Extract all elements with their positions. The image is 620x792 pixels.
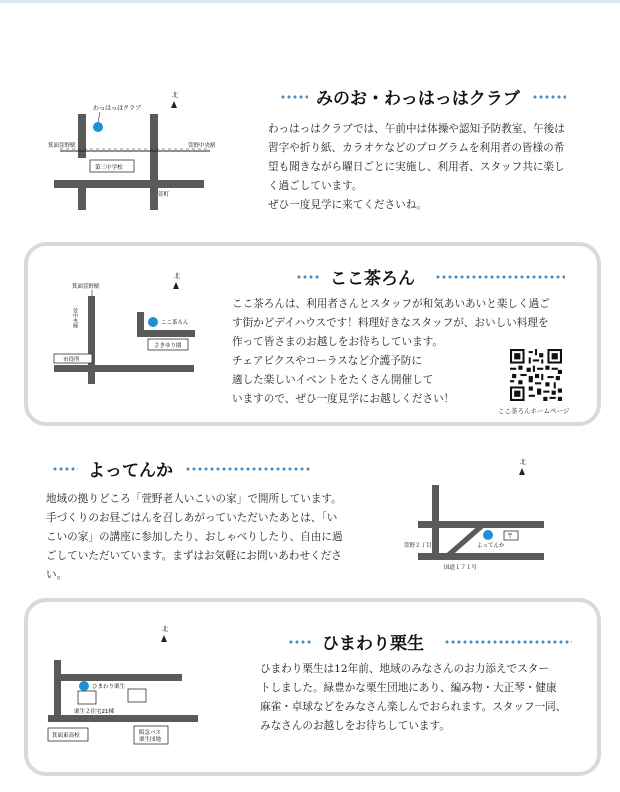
road (54, 180, 204, 188)
text-line: チェアビクスやコーラスなど介護予防に (232, 355, 422, 367)
location-pin-icon (148, 317, 158, 327)
north-label: 北 (520, 459, 527, 466)
bus-label: 阪急バス (139, 730, 162, 736)
station-label: 箕面萱野駅 (72, 284, 100, 290)
section-title-text: ここ茶ろん (330, 269, 415, 289)
bus-stop-label: 栗生団地 (139, 737, 162, 743)
text-line: 手づくりのお昼ごはんを召しあがっていただいたあとは、「い (46, 512, 338, 524)
building (128, 689, 146, 702)
text-line: す街かどデイハウスです！料理好きなスタッフが、おいしい料理を (232, 317, 549, 329)
text-line: 習字や折り紙、カラオケなどのプログラムを利用者の皆様の希 (268, 142, 565, 154)
title-dots-right (185, 467, 311, 471)
title-dots-left (280, 95, 308, 99)
text-line: 作って皆さまのお越しをお待ちしています。 (232, 336, 444, 348)
section-title (52, 456, 311, 481)
building-label: さきゆり園 (154, 343, 182, 349)
north-arrow-icon (171, 101, 177, 108)
school-label: 第三中学校 (95, 165, 123, 171)
section-title-text: みのお・わっはっはクラブ (316, 89, 520, 109)
text-line: みなさんのお越しをお待ちしています。 (260, 720, 450, 732)
road (54, 660, 61, 720)
title-dots-left (52, 467, 78, 471)
text-line: わっはっはクラブでは、午前中は体操や認知予防教室、午後は (268, 123, 565, 135)
text-line: く過ごしています。 (268, 180, 363, 192)
leader-line (98, 112, 100, 122)
title-dots-right (444, 640, 572, 644)
station-left-label: 箕面萱野駅 (48, 143, 76, 149)
block-label: 栗生２住宅21棟 (74, 709, 114, 715)
title-dots-right (435, 275, 565, 279)
map-wahhahha (40, 88, 230, 218)
location-pin-icon (93, 122, 103, 132)
top-rule (0, 0, 620, 3)
road (418, 553, 544, 560)
text-line: こいの家」の講座に参加したり、おしゃべりしたり、自由に過 (46, 531, 343, 543)
office-label: 市役所 (63, 357, 80, 363)
road (150, 114, 158, 210)
section-description (260, 660, 590, 736)
text-line: 適した楽しいイベントをたくさん開催して (232, 374, 434, 386)
map-yottenka (400, 455, 560, 575)
north-arrow-icon (161, 635, 167, 642)
text-line: いますので、ぜひ一度見学にお越しください！ (232, 393, 455, 405)
north-label: 北 (162, 626, 169, 633)
north-label: 北 (174, 273, 181, 280)
road-label: 国道１７１号 (444, 565, 478, 571)
road (432, 485, 439, 555)
road (48, 715, 198, 722)
area-label: 萱町 (158, 192, 170, 198)
place-label: よってんか (477, 543, 505, 549)
text-line: 望も聞きながら曜日ごとに実施し、利用者、スタッフ共に楽し (268, 161, 565, 173)
map-himawari (38, 622, 218, 747)
section-title-text: よってんか (88, 461, 173, 481)
north-label: 北 (172, 92, 179, 99)
text-line: ここ茶ろんは、利用者さんとスタッフが和気あいあいと楽しく過ご (232, 298, 550, 310)
place-label: ここ茶ろん (161, 320, 189, 326)
place-label: わっはっはクラブ (93, 105, 141, 112)
text-line: 麻雀・卓球などをみなさん楽しんでおられます。スタッフ一同、 (260, 701, 567, 713)
road (137, 312, 144, 332)
school-label: 箕面東高校 (52, 733, 80, 739)
building (78, 691, 96, 704)
road (78, 180, 86, 210)
section-title-text: ひまわり栗生 (322, 634, 424, 654)
north-arrow-icon (173, 282, 179, 289)
road (54, 674, 182, 681)
title-dots-right (532, 95, 566, 99)
road (54, 365, 194, 372)
section-description (268, 120, 588, 215)
map-kokocharon (44, 270, 214, 390)
title-dots-left (296, 275, 320, 279)
road-label: 萱中央線 (72, 308, 78, 328)
stop-label: 萱野２丁目 (404, 543, 432, 549)
station-right-label: 萱野中央駅 (188, 143, 216, 149)
place-label: ひまわり栗生 (92, 684, 126, 690)
text-line: ごしていただいています。まずはお気軽にお問いあわせくださ (46, 550, 342, 562)
section-title (288, 629, 572, 654)
location-pin-icon (79, 681, 89, 691)
section-kokocharon (24, 242, 601, 426)
location-pin-icon (483, 530, 493, 540)
section-himawari-kuryu (24, 598, 601, 776)
section-title (296, 264, 565, 289)
north-arrow-icon (519, 468, 525, 475)
title-dots-left (288, 640, 312, 644)
text-line: トしました。緑豊かな栗生団地にあり、編み物・大正琴・健康 (260, 682, 557, 694)
text-line: ひまわり栗生は12年前、地域のみなさんのお力添えでスター (260, 663, 549, 675)
qr-code-icon (510, 349, 562, 401)
section-title (280, 84, 566, 109)
road (137, 330, 195, 337)
text-line: ぜひ一度見学に来てくださいね。 (268, 199, 427, 211)
text-line: い。 (46, 569, 68, 581)
section-description (46, 490, 386, 585)
post-office-icon: 〒 (507, 533, 514, 540)
qr-caption: ここ茶ろんホームページ (498, 407, 570, 415)
text-line: 地域の拠りどころ「萱野老人いこいの家」で開所しています。 (46, 493, 342, 505)
